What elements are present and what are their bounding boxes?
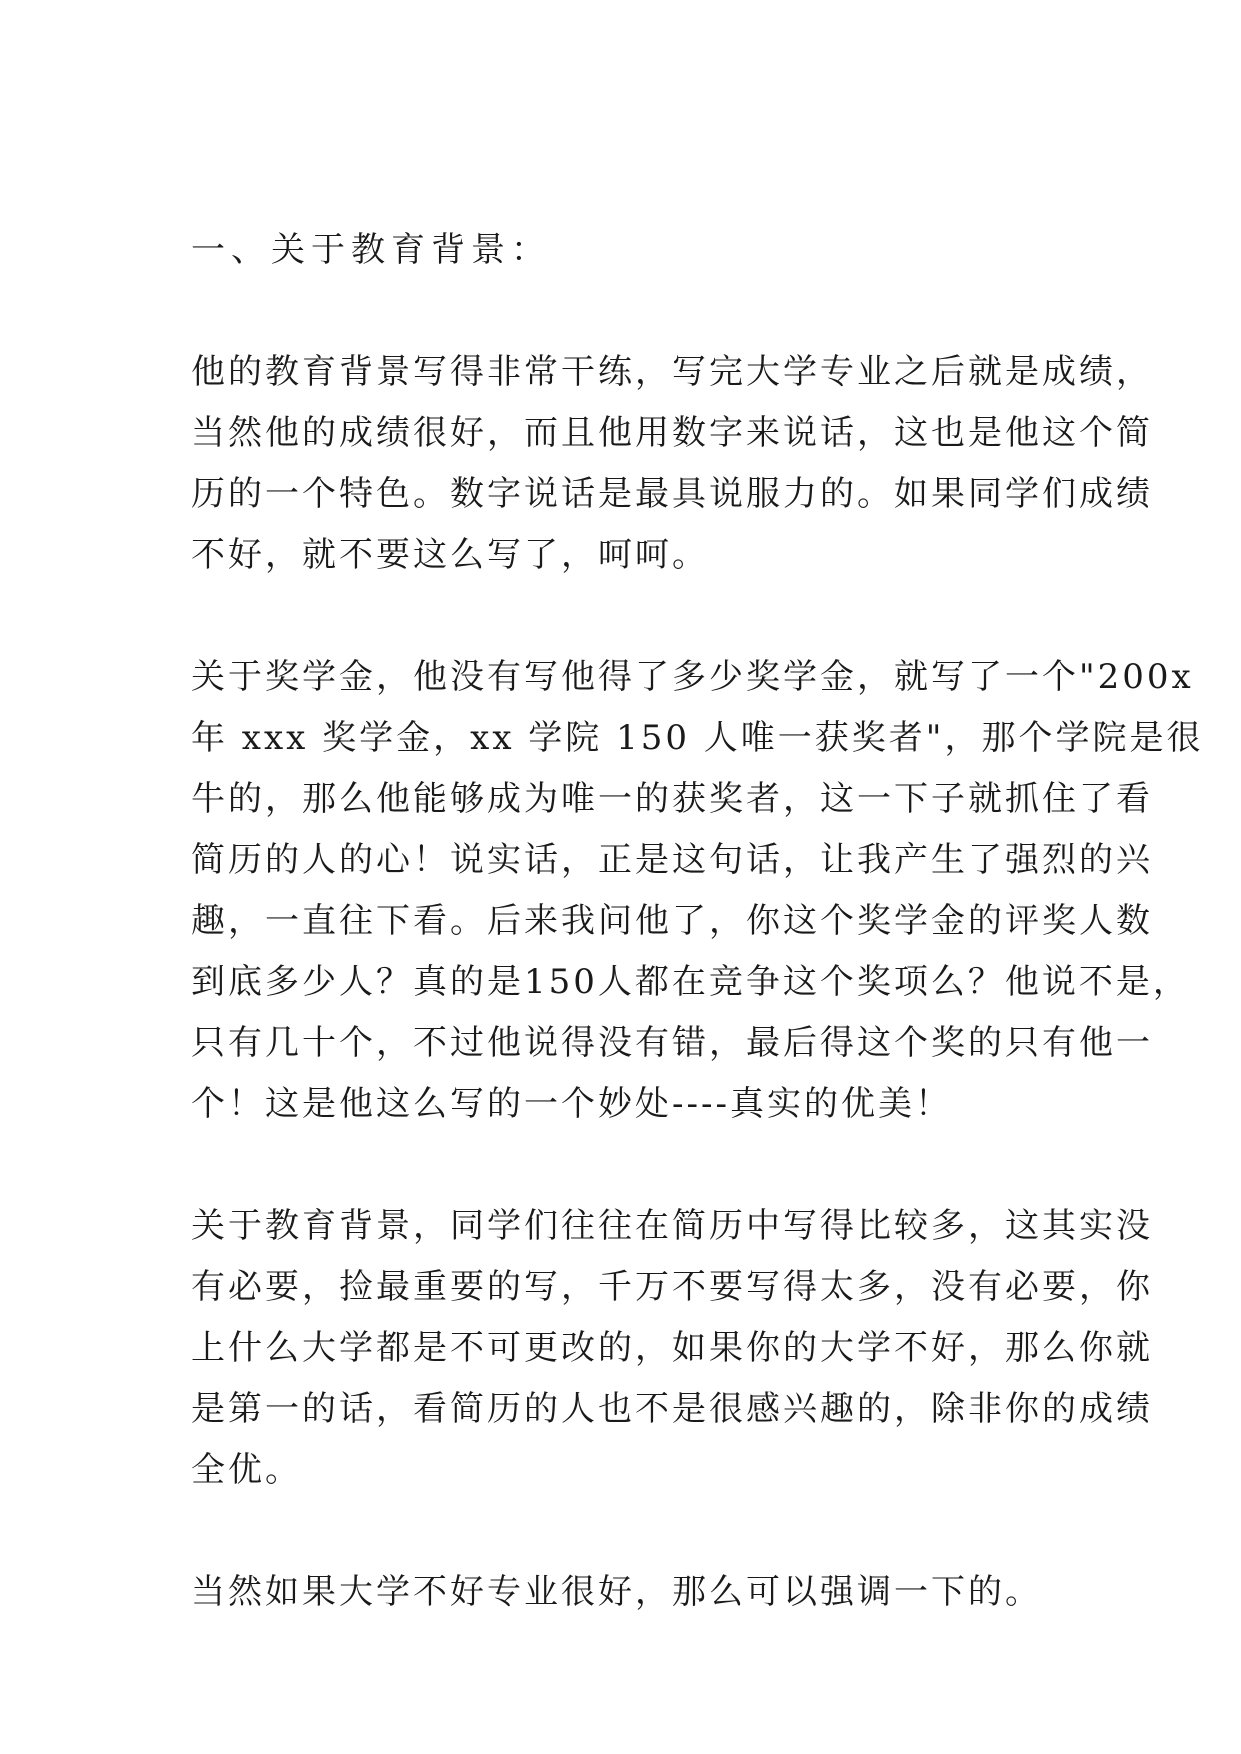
paragraph-gap xyxy=(191,1501,1051,1562)
paragraph-major-emphasis xyxy=(191,1562,1051,1623)
text-line: 上什么大学都是不可更改的，如果你的大学不好，那么你就 xyxy=(191,1328,1153,1368)
text-line: 个！这是他这么写的一个妙处----真实的优美！ xyxy=(191,1084,952,1124)
text-line: 不好，就不要这么写了，呵呵。 xyxy=(191,535,709,575)
document-body xyxy=(191,220,1204,1623)
paragraph-scholarship xyxy=(191,647,1204,1135)
paragraph-gap xyxy=(191,281,1051,342)
text-line: 有必要，捡最重要的写，千万不要写得太多，没有必要，你 xyxy=(191,1267,1153,1307)
text-line: 历的一个特色。数字说话是最具说服力的。如果同学们成绩 xyxy=(191,474,1153,514)
text-line: 只有几十个，不过他说得没有错，最后得这个奖的只有他一 xyxy=(191,1023,1153,1063)
text-line: 全优。 xyxy=(191,1450,302,1490)
text-line: 关于奖学金，他没有写他得了多少奖学金，就写了一个"200x xyxy=(191,657,1194,697)
text-line: 年 xxx 奖学金，xx 学院 150 人唯一获奖者"，那个学院是很 xyxy=(191,718,1204,758)
text-line: 他的教育背景写得非常干练，写完大学专业之后就是成绩， xyxy=(191,352,1153,392)
text-line: 当然如果大学不好专业很好，那么可以强调一下的。 xyxy=(191,1572,1042,1612)
paragraph-education-summary xyxy=(191,342,1153,586)
paragraph-education-advice xyxy=(191,1196,1153,1501)
text-line: 牛的，那么他能够成为唯一的获奖者，这一下子就抓住了看 xyxy=(191,779,1153,819)
text-line: 关于教育背景，同学们往往在简历中写得比较多，这其实没 xyxy=(191,1206,1153,1246)
section-heading: 一、关于教育背景： xyxy=(191,230,551,270)
text-line: 当然他的成绩很好，而且他用数字来说话，这也是他这个简 xyxy=(191,413,1153,453)
paragraph-gap xyxy=(191,586,1051,647)
text-line: 是第一的话，看简历的人也不是很感兴趣的，除非你的成绩 xyxy=(191,1389,1153,1429)
text-line: 到底多少人？真的是150人都在竞争这个奖项么？他说不是， xyxy=(191,962,1190,1002)
text-line: 简历的人的心！说实话，正是这句话，让我产生了强烈的兴 xyxy=(191,840,1153,880)
paragraph-gap xyxy=(191,1135,1051,1196)
text-line: 趣，一直往下看。后来我问他了，你这个奖学金的评奖人数 xyxy=(191,901,1153,941)
